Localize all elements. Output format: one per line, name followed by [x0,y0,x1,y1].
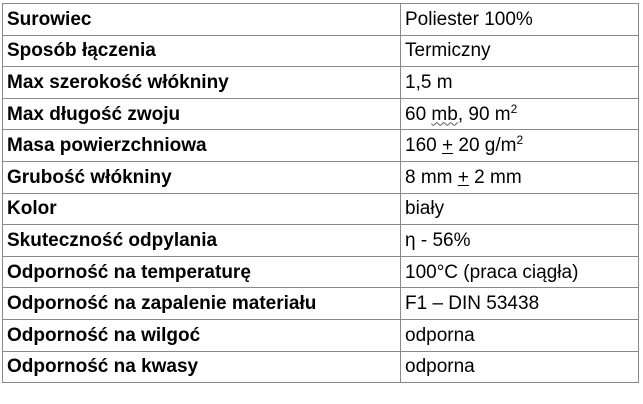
row-value: Termiczny [401,35,639,67]
row-value [401,130,639,162]
row-label: Grubość włókniny [3,161,401,193]
table-row [3,130,639,162]
spellcheck-underlined-text: mb [431,103,458,125]
row-label: Surowiec [3,4,401,36]
row-value: odporna [401,319,639,351]
superscript: 2 [510,101,518,116]
table-row [3,225,639,257]
value-text: 20 g/m [453,135,517,157]
row-value [401,98,639,130]
row-value: 100°C (praca ciągła) [401,256,639,288]
row-label: Skuteczność odpylania [3,225,401,257]
row-label: Max długość zwoju [3,98,401,130]
row-value: biały [401,193,639,225]
superscript: 2 [516,133,524,148]
row-label: Odporność na temperaturę [3,256,401,288]
table-row [3,161,639,193]
row-label: Kolor [3,193,401,225]
row-label: Max szerokość włókniny [3,67,401,99]
value-text: , 90 m [457,103,511,125]
table-row [3,351,639,383]
row-label: Sposób łączenia [3,35,401,67]
table-row [3,288,639,320]
value-text: 8 mm [405,166,458,188]
row-value: F1 – DIN 53438 [401,288,639,320]
row-label: Masa powierzchniowa [3,130,401,162]
value-text: 160 [405,135,442,157]
spec-table [2,3,639,383]
row-label: Odporność na zapalenie materiału [3,288,401,320]
table-row [3,256,639,288]
table-row [3,193,639,225]
table-row [3,319,639,351]
table-row [3,98,639,130]
row-label: Odporność na wilgoć [3,319,401,351]
table-row [3,35,639,67]
row-value: odporna [401,351,639,383]
row-value [401,161,639,193]
value-text: 2 mm [468,166,522,188]
row-value: η - 56% [401,225,639,257]
plus-minus-sign: + [441,135,454,157]
plus-minus-sign: + [457,166,469,188]
row-label: Odporność na kwasy [3,351,401,383]
value-text: 60 [405,103,432,125]
table-row [3,4,639,36]
row-value: Poliester 100% [401,4,639,36]
table-row [3,67,639,99]
row-value: 1,5 m [401,67,639,99]
